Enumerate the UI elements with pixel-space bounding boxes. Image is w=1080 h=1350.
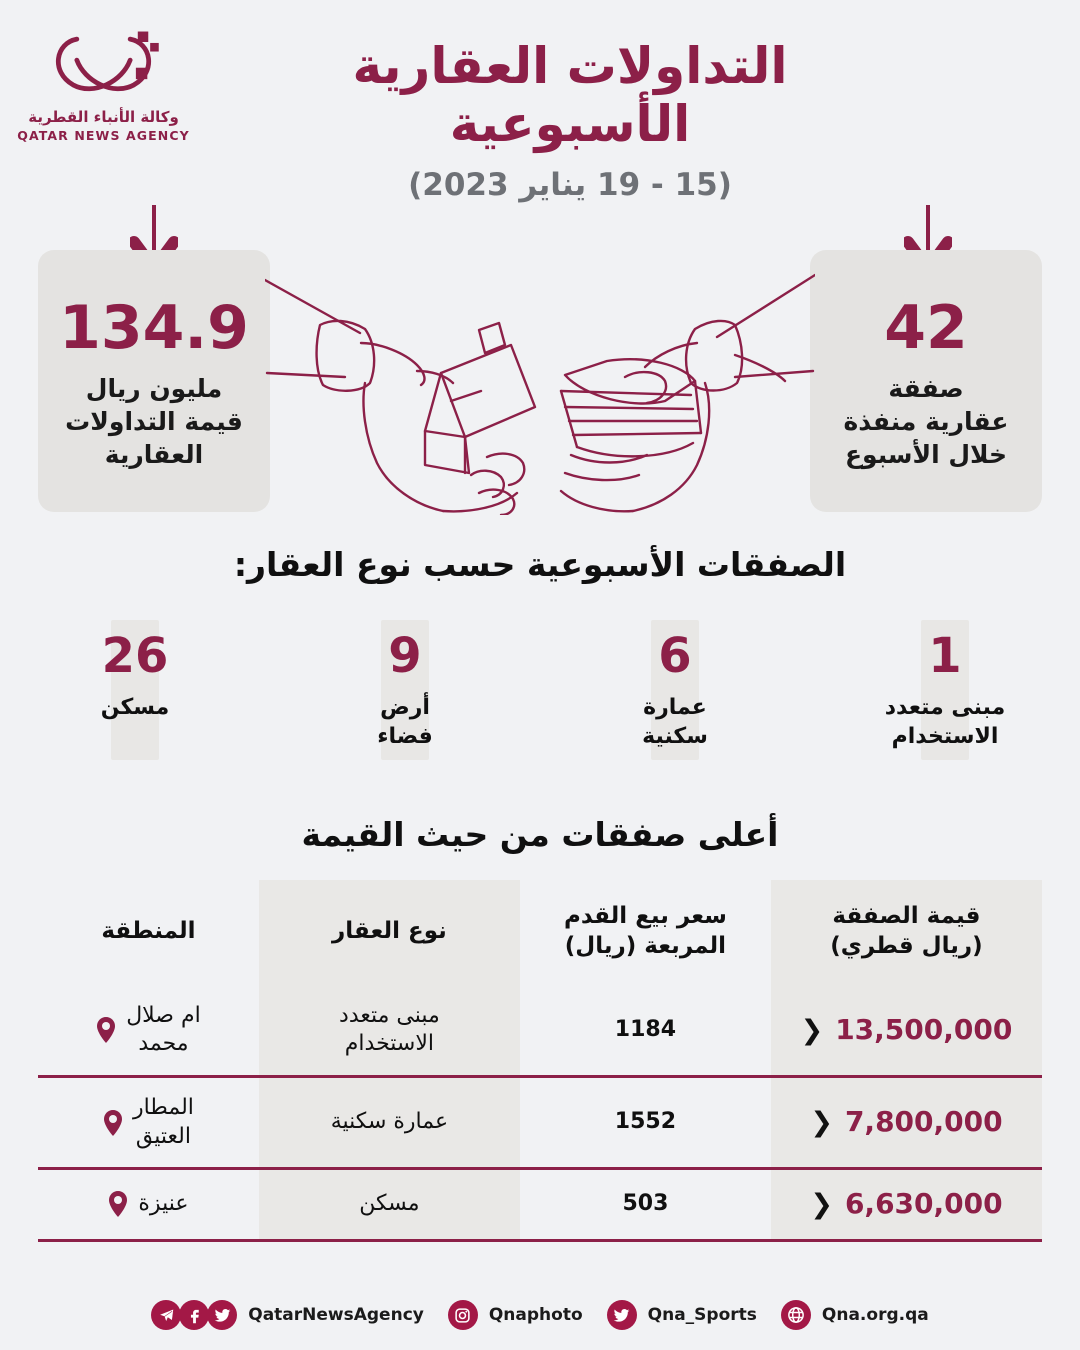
cell-deal-value [771,1169,1042,1240]
logo-arabic-name: وكالة الأنباء القطرية [28,108,179,126]
stat-card-deals-count [810,250,1042,512]
cell-region [38,1076,259,1168]
type-label: أرض فضاء [377,695,433,749]
deal-value-text: 7,800,000 [844,1105,1003,1139]
location-pin-icon [96,1016,116,1044]
cell-property-type: مسكن [259,1169,520,1240]
chevron-left-icon: ❮ [810,1107,833,1139]
types-row [0,610,1080,780]
globe-icon[interactable] [781,1300,811,1330]
total-value-label: مليون ريال قيمة التداولات العقارية [65,374,243,469]
type-value: 1 [928,628,962,684]
location-pin-icon [108,1190,128,1218]
social-group-qatarnewsagency[interactable] [151,1300,424,1330]
location-pin-icon [103,1109,123,1137]
social-footer [0,1290,1080,1340]
type-label: عمارة سكنية [642,695,708,749]
header [0,0,1080,203]
deal-value-text: 13,500,000 [835,1013,1013,1047]
table-header-row [38,880,1042,986]
cell-price-per-sqft: 1552 [614,1109,677,1135]
cell-price-per-sqft: 503 [622,1191,669,1217]
twitter-icon[interactable] [207,1300,237,1330]
region-text: عنيزة [138,1191,189,1217]
column-header-deal-value: قيمة الصفقة (ريال قطري) [771,880,1042,986]
column-header-price-per-sqft: سعر بيع القدم المربعة (ريال) [563,903,727,959]
type-label: مبنى متعدد الاستخدام [884,695,1006,749]
type-label: مسكن [100,695,170,720]
qna-logo [16,22,191,143]
social-group-website[interactable] [781,1300,929,1330]
cell-region [38,1169,259,1240]
type-item-residential-building [540,610,810,780]
chevron-left-icon: ❮ [810,1188,833,1220]
title-block [230,38,910,203]
facebook-icon[interactable] [179,1300,209,1330]
region-text: المطار العتيق [132,1094,194,1149]
logo-english-name: QATAR NEWS AGENCY [17,128,190,143]
table-row[interactable] [38,1076,1042,1168]
social-group-qnaphoto[interactable] [448,1300,583,1330]
type-value: 9 [388,628,422,684]
hero-section [0,205,1080,515]
type-value: 6 [658,628,692,684]
page-title: التداولات العقارية الأسبوعية [352,37,788,153]
cell-property-type: مبنى متعدد الاستخدام [259,986,520,1077]
total-value-number: 134.9 [59,293,249,363]
cell-deal-value [771,1076,1042,1168]
social-handle: Qna.org.qa [821,1305,929,1325]
type-item-vacant-land [270,610,540,780]
twitter-icon[interactable] [607,1300,637,1330]
telegram-icon[interactable] [151,1300,181,1330]
column-header-region: المنطقة [101,917,196,944]
deals-count-label: صفقة عقارية منفذة خلال الأسبوع [843,374,1009,469]
table-row[interactable] [38,1169,1042,1240]
social-handle: QatarNewsAgency [248,1305,424,1325]
table-section-heading: أعلى صفقات من حيث القيمة [301,815,779,854]
cell-deal-value [771,986,1042,1077]
handshake-house-money-illustration [265,225,815,515]
social-handle: Qnaphoto [488,1305,583,1325]
instagram-icon[interactable] [448,1300,478,1330]
qna-atom-logo-icon [16,22,191,102]
date-range-subtitle: (15 - 19 يناير 2023) [408,167,732,203]
type-item-multi-use-building [810,610,1080,780]
social-handle: Qna_Sports [647,1305,757,1325]
stat-card-total-value [38,250,270,512]
deals-count-value: 42 [884,293,968,363]
cell-price-per-sqft: 1184 [614,1017,677,1043]
chevron-left-icon: ❮ [800,1014,824,1046]
cell-region [38,986,259,1077]
social-group-qnasports[interactable] [607,1300,757,1330]
type-item-residence [0,610,270,780]
column-header-property-type: نوع العقار [259,880,520,986]
region-text: ام صلال محمد [126,1002,201,1057]
type-value: 26 [101,628,169,684]
table-row[interactable] [38,986,1042,1077]
cell-property-type: عمارة سكنية [259,1076,520,1168]
types-section-heading: الصفقات الأسبوعية حسب نوع العقار: [233,545,847,584]
deal-value-text: 6,630,000 [844,1187,1003,1221]
top-deals-table [38,880,1042,1242]
